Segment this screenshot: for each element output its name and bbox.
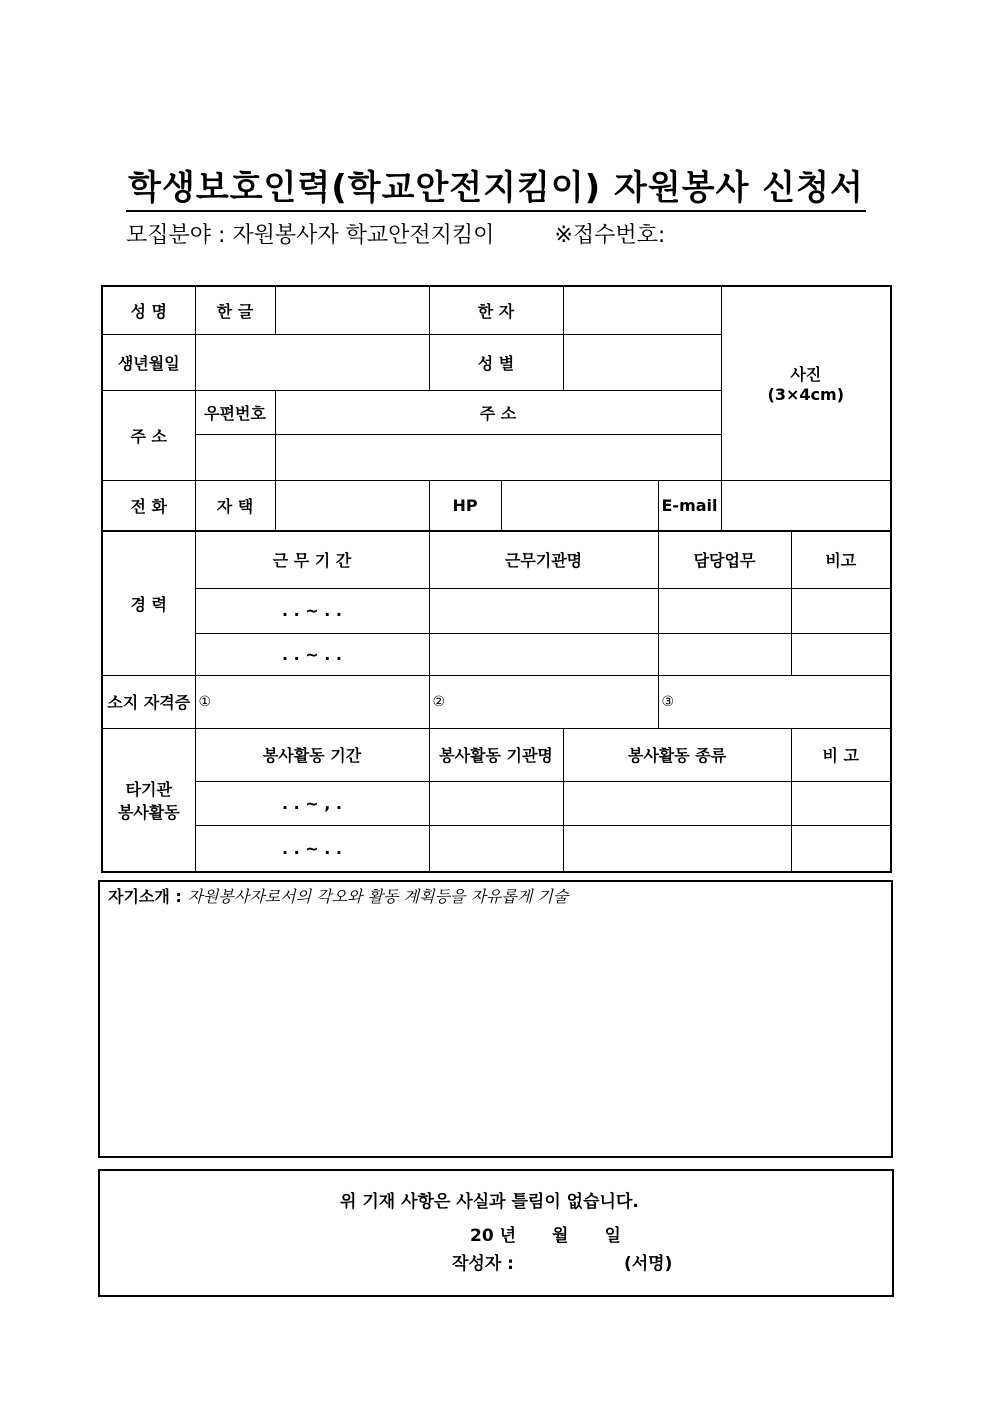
photo-size-label: (3×4cm) xyxy=(767,385,844,405)
career-org-input[interactable] xyxy=(429,633,658,675)
mobile-phone-input[interactable] xyxy=(501,480,658,531)
photo-label: 사진 xyxy=(790,365,822,385)
address-label: 주 소 xyxy=(102,390,195,480)
volunteer-org-header: 봉사활동 기관명 xyxy=(429,728,563,781)
self-introduction-label: 자기소개 : xyxy=(108,887,182,906)
email-input[interactable] xyxy=(721,480,891,531)
volunteer-type-input[interactable] xyxy=(563,781,791,825)
postcode-input[interactable] xyxy=(195,434,275,480)
volunteer-org-input[interactable] xyxy=(429,781,563,825)
self-introduction-hint: 자원봉사자로서의 각오와 활동 계획등을 자유롭게 기술 xyxy=(187,887,569,906)
recruit-field: 모집분야 : 자원봉사자 학교안전지킴이 xyxy=(126,223,495,248)
home-phone-input[interactable] xyxy=(275,480,429,531)
career-period-header: 근 무 기 간 xyxy=(195,531,429,588)
birth-input[interactable] xyxy=(195,334,429,390)
pledge-statement: 위 기재 사항은 사실과 틀림이 없습니다. xyxy=(340,1192,639,1212)
pledge-date xyxy=(470,1221,621,1246)
volunteer-label-line2: 봉사활동 xyxy=(117,802,180,822)
mobile-phone-label: HP xyxy=(429,480,501,531)
address-header: 주 소 xyxy=(275,390,721,434)
author-label: 작성자 : xyxy=(452,1254,514,1274)
self-introduction-box[interactable] xyxy=(98,880,893,1158)
email-label: E-mail xyxy=(658,480,721,531)
birth-label: 생년월일 xyxy=(102,334,195,390)
career-period-input[interactable]: . . ~ . . xyxy=(195,588,429,633)
pledge-box xyxy=(98,1169,894,1297)
career-duty-header: 담당업무 xyxy=(658,531,791,588)
signature-label[interactable]: (서명) xyxy=(623,1254,673,1274)
career-duty-input[interactable] xyxy=(658,588,791,633)
volunteer-period-header: 봉사활동 기간 xyxy=(195,728,429,781)
application-table xyxy=(101,285,892,873)
self-introduction-heading xyxy=(108,884,568,907)
license-input-1[interactable]: ① xyxy=(195,675,429,728)
receipt-number-label: ※접수번호: xyxy=(554,223,666,248)
license-input-2[interactable]: ② xyxy=(429,675,658,728)
form-title-text: 학생보호인력(학교안전지킴이) 자원봉사 신청서 xyxy=(126,168,866,212)
name-label: 성 명 xyxy=(102,286,195,334)
license-input-3[interactable]: ③ xyxy=(658,675,891,728)
volunteer-remark-header: 비 고 xyxy=(791,728,891,781)
home-phone-label: 자 택 xyxy=(195,480,275,531)
volunteer-label-line1: 타기관 xyxy=(125,779,172,799)
name-korean-label: 한 글 xyxy=(195,286,275,334)
date-year-label: 20 년 xyxy=(470,1226,516,1246)
photo-box[interactable] xyxy=(721,286,891,480)
volunteer-period-input[interactable]: . . ~ , . xyxy=(195,781,429,825)
volunteer-org-input[interactable] xyxy=(429,825,563,872)
postcode-label: 우편번호 xyxy=(195,390,275,434)
address-input[interactable] xyxy=(275,434,721,480)
recruit-line xyxy=(126,218,665,249)
gender-input[interactable] xyxy=(563,334,721,390)
career-remark-input[interactable] xyxy=(791,633,891,675)
form-title xyxy=(0,160,992,209)
volunteer-label xyxy=(102,728,195,872)
name-hanja-input[interactable] xyxy=(563,286,721,334)
career-period-input[interactable]: . . ~ . . xyxy=(195,633,429,675)
name-hanja-label: 한 자 xyxy=(429,286,563,334)
volunteer-remark-input[interactable] xyxy=(791,781,891,825)
volunteer-remark-input[interactable] xyxy=(791,825,891,872)
volunteer-type-header: 봉사활동 종류 xyxy=(563,728,791,781)
career-duty-input[interactable] xyxy=(658,633,791,675)
license-label: 소지 자격증 xyxy=(102,675,195,728)
gender-label: 성 별 xyxy=(429,334,563,390)
phone-label: 전 화 xyxy=(102,480,195,531)
career-remark-input[interactable] xyxy=(791,588,891,633)
name-korean-input[interactable] xyxy=(275,286,429,334)
career-label: 경 력 xyxy=(102,531,195,675)
career-remark-header: 비고 xyxy=(791,531,891,588)
career-org-header: 근무기관명 xyxy=(429,531,658,588)
career-org-input[interactable] xyxy=(429,588,658,633)
date-day-label: 일 xyxy=(604,1226,621,1246)
volunteer-type-input[interactable] xyxy=(563,825,791,872)
pledge-author xyxy=(452,1249,672,1274)
volunteer-period-input[interactable]: . . ~ . . xyxy=(195,825,429,872)
date-month-label: 월 xyxy=(552,1226,569,1246)
